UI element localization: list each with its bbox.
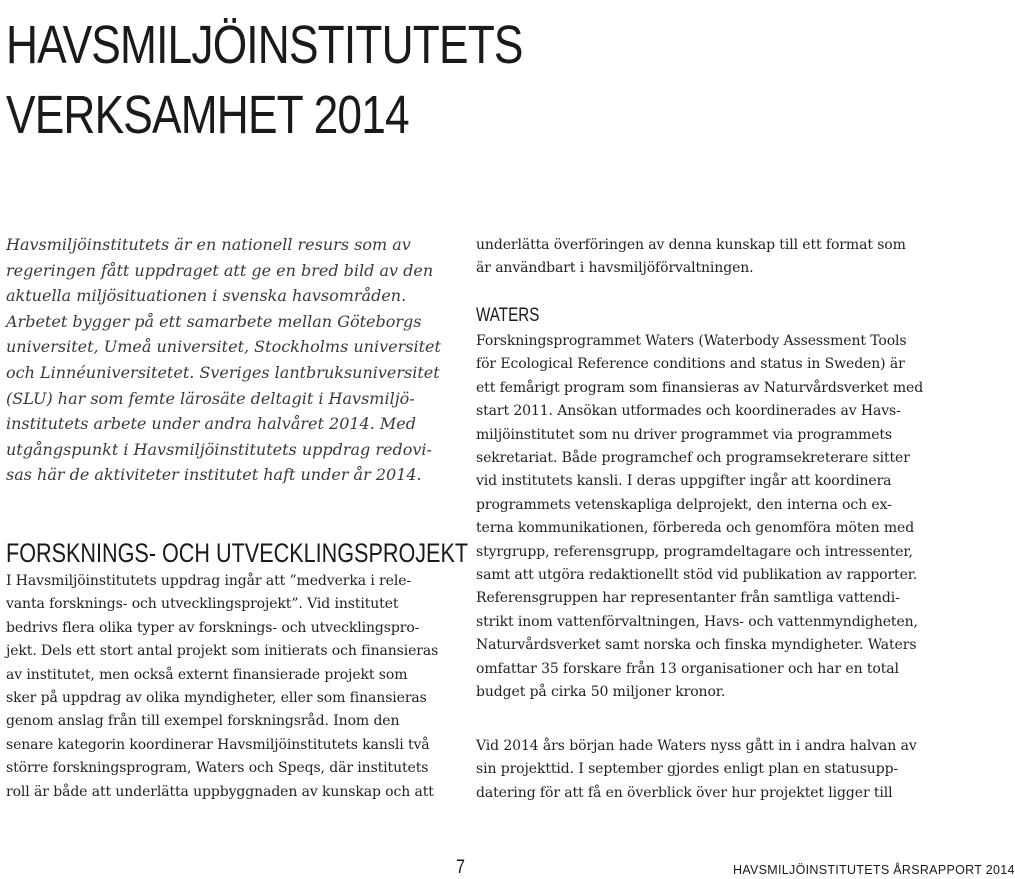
- body-line: bedrivs flera olika typer av forsknings- och utvecklingspro-: [6, 619, 420, 636]
- body-line: roll är både att underlätta uppbyggnaden av kunskap och att: [6, 783, 434, 800]
- intro-line: universitet, Umeå universitet, Stockholms universitet: [6, 337, 441, 357]
- body-line: vid institutets kansli. I deras uppgifter ingår att koordinera: [476, 473, 892, 490]
- body-line: miljöinstitutet som nu driver programmet via programmets: [476, 426, 893, 443]
- body-line: underlätta överföringen av denna kunskap till ett format som: [476, 237, 906, 253]
- body-line: sker på uppdrag av olika myndigheter, eller som finansieras: [6, 690, 427, 707]
- intro-line: (SLU) har som femte lärosäte deltagit i Havsmiljö-: [6, 388, 415, 408]
- section-heading-waters: WATERS: [476, 305, 540, 326]
- body-line: senare kategorin koordinerar Havsmiljöinstitutets kansli två: [6, 736, 430, 753]
- body-line: samt att utgöra redaktionellt stöd vid publikation av rapporter.: [476, 567, 918, 584]
- page-title: [6, 10, 523, 150]
- body-line: datering för att få en överblick över hur projektet ligger till: [476, 784, 893, 801]
- continued-paragraph: [476, 234, 906, 281]
- body-line: terna kommunikationen, förbereda och genomföra möten med: [476, 520, 915, 537]
- page-number: 7: [456, 857, 465, 878]
- body-line: start 2011. Ansökan utformades och koordinerades av Havs-: [476, 403, 901, 420]
- body-line: Forskningsprogrammet Waters (Waterbody Assessment Tools: [476, 333, 907, 349]
- body-line: för Ecological Reference conditions and status in Sweden) är: [476, 356, 905, 373]
- intro-line: aktuella miljösituationen i svenska havsområden.: [6, 286, 407, 306]
- title-line: VERKSAMHET 2014: [6, 85, 409, 145]
- intro-line: utgångspunkt i Havsmiljöinstitutets uppdrag redovi-: [6, 439, 432, 459]
- intro-line: Arbetet bygger på ett samarbete mellan Göteborgs: [6, 311, 422, 331]
- body-line: sin projekttid. I september gjordes enligt plan en statusupp-: [476, 761, 899, 778]
- body-line: styrgrupp, referensgrupp, programdeltagare och intressenter,: [476, 543, 913, 560]
- intro-line: institutets arbete under andra halvåret 2014. Med: [6, 414, 416, 434]
- body-line: genom anslag från till exempel forskningsråd. Inom den: [6, 713, 400, 730]
- waters-body: [476, 330, 923, 705]
- intro-paragraph: [6, 232, 452, 488]
- body-line: Naturvårdsverket samt norska och finska myndigheter. Waters: [476, 637, 917, 654]
- body-line: Referensgruppen har representanter från samtliga vattendi-: [476, 590, 900, 607]
- body-line: vanta forsknings- och utvecklingsprojekt”. Vid institutet: [6, 596, 399, 613]
- body-line: I Havsmiljöinstitutets uppdrag ingår att ”medverka i rele-: [6, 573, 412, 589]
- body-line: sekretariat. Både programchef och programsekreterare sitter: [476, 450, 910, 467]
- intro-line: regeringen fått uppdraget att ge en bred bild av den: [6, 260, 434, 280]
- body-line: budget på cirka 50 miljoner kronor.: [476, 684, 726, 701]
- title-line: HAVSMILJÖINSTITUTETS: [6, 15, 523, 75]
- body-line: programmets vetenskapliga delprojekt, den interna och ex-: [476, 496, 892, 513]
- research-projects-body: [6, 570, 438, 804]
- waters-status-paragraph: [476, 735, 917, 805]
- running-footer-title: HAVSMILJÖINSTITUTETS ÅRSRAPPORT 2014: [733, 863, 1015, 877]
- body-line: av institutet, men också externt finansierade projekt som: [6, 666, 408, 683]
- body-line: är användbart i havsmiljöförvaltningen.: [476, 260, 754, 277]
- intro-line: Havsmiljöinstitutets är en nationell resurs som av: [6, 235, 411, 254]
- section-heading-research-projects: FORSKNINGS- OCH UTVECKLINGSPROJEKT: [6, 538, 469, 568]
- body-line: större forskningsprogram, Waters och Speqs, där institutets: [6, 760, 429, 777]
- intro-line: och Linnéuniversitetet. Sveriges lantbruksuniversitet: [6, 362, 440, 382]
- body-line: omfattar 35 forskare från 13 organisationer och har en total: [476, 660, 899, 677]
- body-line: strikt inom vattenförvaltningen, Havs- och vattenmyndigheten,: [476, 613, 918, 630]
- body-line: ett femårigt program som finansieras av Naturvårdsverket med: [476, 379, 924, 396]
- body-line: Vid 2014 års början hade Waters nyss gått in i andra halvan av: [476, 738, 917, 754]
- body-line: jekt. Dels ett stort antal projekt som initierats och finansieras: [6, 643, 439, 660]
- intro-line: sas här de aktiviteter institutet haft under år 2014.: [6, 465, 422, 485]
